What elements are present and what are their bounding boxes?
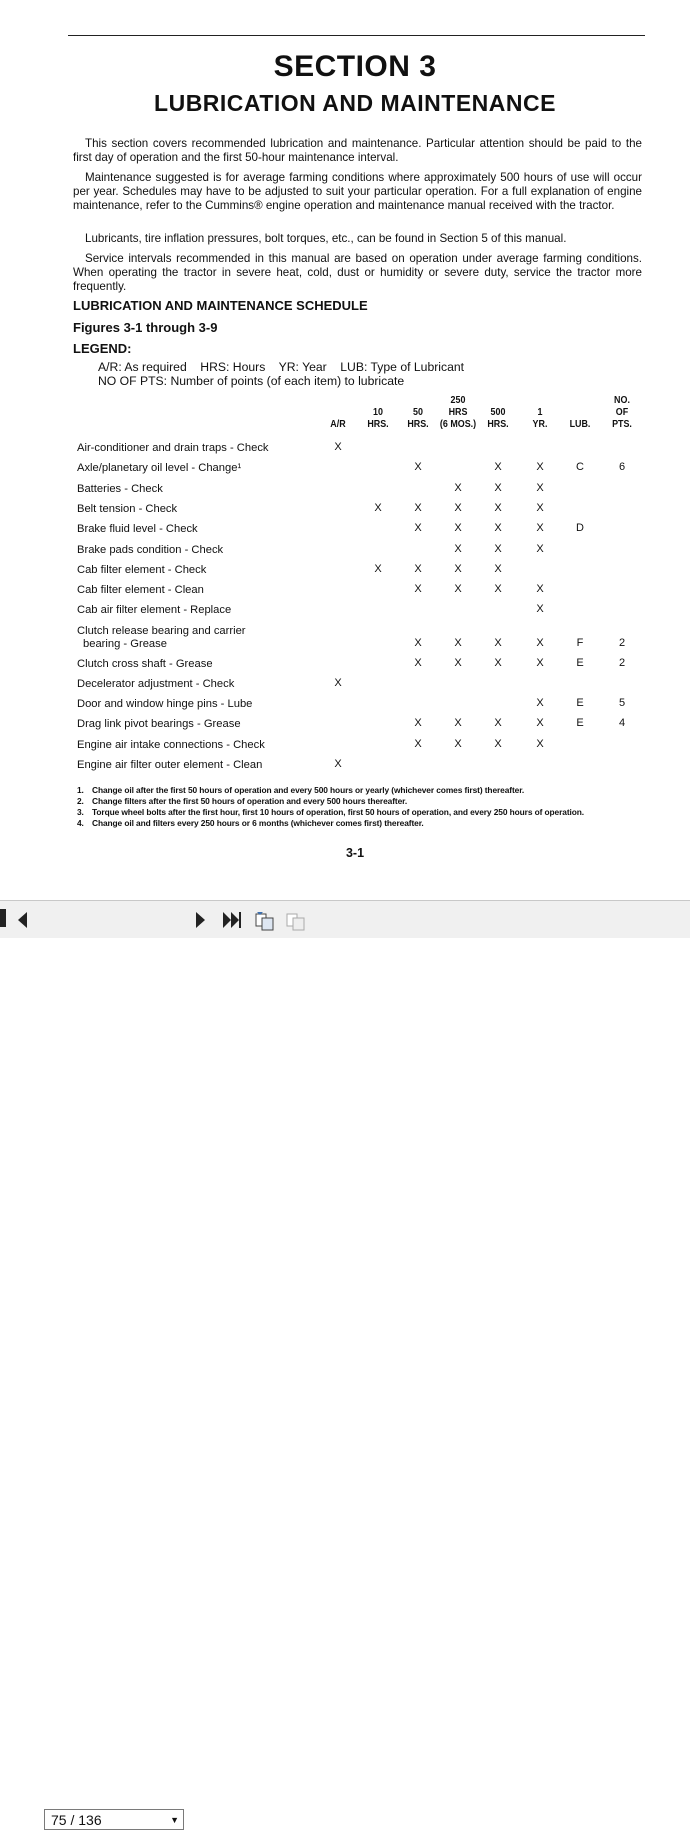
table-row — [0, 482, 690, 500]
row-label: Brake pads condition - Check — [77, 544, 224, 556]
table-cell: X — [414, 502, 422, 514]
column-header-line: PTS. — [612, 418, 632, 430]
column-header-line: OF — [615, 406, 629, 418]
table-cell: X — [494, 482, 502, 494]
column-header-line: 1 — [537, 406, 543, 418]
maintenance-paragraph: Maintenance suggested is for average farming conditions where approximately 500 hours of use will occur per year. Schedules may have to be adjusted to suit your particular operation. For a full explanation of engine maintenance, refer to the Cummins® engine operation and maintenance manual received with the tractor. — [73, 171, 642, 212]
footnote-number: 3. — [77, 807, 84, 817]
row-label: Cab air filter element - Replace — [77, 604, 232, 616]
row-label: Cab filter element - Check — [77, 564, 207, 576]
table-cell: X — [494, 461, 502, 473]
table-row — [0, 603, 690, 621]
service-paragraph: Service intervals recommended in this manual are based on operation under average farming conditions. When operating the tractor in severe heat, cold, dust or humidity or severe duty, service the tractor more frequently. — [73, 252, 642, 293]
lubricants-paragraph: Lubricants, tire inflation pressures, bolt torques, etc., can be found in Section 5 of this manual. — [85, 232, 567, 245]
column-header-line: 250 — [450, 394, 466, 406]
table-cell: E — [576, 697, 584, 709]
table-row — [0, 624, 690, 650]
row-label: Clutch cross shaft - Grease — [77, 658, 213, 670]
table-row — [0, 441, 690, 459]
footnote — [77, 796, 407, 806]
table-row — [0, 543, 690, 561]
dropdown-arrow-icon[interactable]: ▼ — [170, 1815, 179, 1825]
table-cell: X — [454, 522, 462, 534]
row-label: Engine air filter outer element - Clean — [77, 759, 263, 771]
footnote-text: Torque wheel bolts after the first hour, first 10 hours of operation, first 50 hours of operation, and every 250 hours of operation. — [92, 807, 585, 817]
fit-width-icon[interactable] — [285, 910, 307, 930]
table-cell: X — [494, 637, 502, 649]
table-cell: X — [536, 637, 544, 649]
table-row — [0, 522, 690, 540]
table-cell: C — [576, 461, 584, 473]
table-cell: X — [414, 522, 422, 534]
table-cell: X — [536, 603, 544, 615]
table-row — [0, 758, 690, 776]
row-label: Axle/planetary oil level - Change¹ — [77, 462, 242, 474]
table-cell: 2 — [618, 657, 626, 669]
table-cell: X — [414, 738, 422, 750]
column-header-line: (6 MOS.) — [439, 418, 477, 430]
page-display: 75 / 136 — [51, 1812, 102, 1828]
table-cell: X — [374, 563, 382, 575]
table-cell: X — [494, 657, 502, 669]
last-page-icon[interactable] — [222, 910, 242, 930]
table-cell: X — [414, 637, 422, 649]
row-label: Brake fluid level - Check — [77, 523, 198, 535]
table-cell: X — [454, 543, 462, 555]
table-row — [0, 738, 690, 756]
row-label: Batteries - Check — [77, 483, 163, 495]
footnote — [77, 818, 424, 828]
intro-paragraph: This section covers recommended lubrication and maintenance. Particular attention should be paid to the first day of operation and the first 50-hour maintenance interval. — [73, 137, 642, 164]
table-cell: X — [414, 563, 422, 575]
footnote-number: 2. — [77, 796, 84, 806]
footnote — [77, 785, 524, 795]
column-header-line: NO. — [614, 394, 630, 406]
table-cell: X — [536, 543, 544, 555]
table-cell: 5 — [618, 697, 626, 709]
column-header-line: 50 — [413, 406, 423, 418]
column-header-line: YR. — [532, 418, 548, 430]
row-label: Drag link pivot bearings - Grease — [77, 718, 241, 730]
table-cell: X — [334, 441, 342, 453]
table-cell: X — [536, 482, 544, 494]
table-cell: E — [576, 717, 584, 729]
table-cell: X — [536, 522, 544, 534]
table-cell: X — [494, 543, 502, 555]
table-cell: 6 — [618, 461, 626, 473]
table-cell: X — [454, 637, 462, 649]
table-cell: X — [334, 677, 342, 689]
column-header-line: HRS. — [407, 418, 429, 430]
previous-page-icon[interactable] — [16, 910, 28, 930]
table-cell: X — [536, 583, 544, 595]
footnote-text: Change oil and filters every 250 hours or 6 months (whichever comes first) thereafter. — [92, 818, 424, 828]
table-cell: X — [494, 563, 502, 575]
table-cell: X — [414, 461, 422, 473]
top-rule — [68, 35, 645, 36]
figures-reference: Figures 3-1 through 3-9 — [73, 320, 218, 335]
footnote-text: Change filters after the first 50 hours of operation and every 500 hours thereafter. — [92, 796, 408, 806]
table-cell: X — [536, 717, 544, 729]
table-cell: 4 — [618, 717, 626, 729]
row-label: Cab filter element - Clean — [77, 584, 204, 596]
schedule-heading: LUBRICATION AND MAINTENANCE SCHEDULE — [73, 298, 368, 313]
footnote-number: 1. — [77, 785, 84, 795]
column-header-line: HRS — [448, 406, 468, 418]
table-cell: X — [494, 738, 502, 750]
row-label: Door and window hinge pins - Lube — [77, 698, 253, 710]
table-cell: X — [494, 502, 502, 514]
table-row — [0, 502, 690, 520]
table-cell: X — [454, 502, 462, 514]
table-cell: X — [454, 657, 462, 669]
column-header-line: A/R — [330, 418, 346, 430]
row-label: Air-conditioner and drain traps - Check — [77, 442, 269, 454]
column-header-line: LUB. — [569, 418, 591, 430]
table-cell: X — [536, 738, 544, 750]
column-header-line: HRS. — [487, 418, 509, 430]
column-header-line: HRS. — [367, 418, 389, 430]
table-cell: X — [374, 502, 382, 514]
table-cell: X — [334, 758, 342, 770]
page-selector[interactable] — [44, 1809, 184, 1830]
table-cell: X — [454, 482, 462, 494]
table-cell: X — [454, 563, 462, 575]
next-page-icon[interactable] — [195, 910, 207, 930]
viewer-toolbar — [0, 900, 690, 1828]
table-cell: E — [576, 657, 584, 669]
row-label: Decelerator adjustment - Check — [77, 678, 235, 690]
table-row — [0, 461, 690, 479]
table-cell: X — [414, 583, 422, 595]
row-label: Engine air intake connections - Check — [77, 739, 265, 751]
table-cell: X — [454, 583, 462, 595]
table-cell: X — [494, 522, 502, 534]
row-label: Clutch release bearing and carrier — [77, 625, 246, 637]
table-cell: X — [536, 502, 544, 514]
table-cell: X — [536, 697, 544, 709]
footnote — [77, 807, 584, 817]
table-row — [0, 657, 690, 675]
legend-heading: LEGEND: — [73, 341, 132, 356]
table-cell: X — [536, 657, 544, 669]
fit-page-icon[interactable] — [254, 910, 276, 930]
table-cell: X — [414, 657, 422, 669]
table-cell: X — [454, 717, 462, 729]
table-cell: X — [494, 583, 502, 595]
footnote-text: Change oil after the first 50 hours of operation and every 500 hours or yearly (whichever comes first) thereafter. — [92, 785, 525, 795]
table-cell: 2 — [618, 637, 626, 649]
first-page-bar[interactable] — [0, 909, 6, 927]
row-label-continued: bearing - Grease — [83, 638, 167, 650]
table-cell: X — [494, 717, 502, 729]
section-title: LUBRICATION AND MAINTENANCE — [154, 90, 556, 116]
table-cell: X — [536, 461, 544, 473]
section-heading: SECTION 3 — [273, 50, 437, 83]
table-row — [0, 717, 690, 735]
table-cell: F — [576, 637, 584, 649]
legend-line-2: NO OF PTS: Number of points (of each item) to lubricate — [98, 374, 405, 388]
table-row — [0, 563, 690, 581]
footnote-number: 4. — [77, 818, 84, 828]
table-cell: X — [414, 717, 422, 729]
legend-line-1: A/R: As required HRS: Hours YR: Year LUB: Type of Lubricant — [98, 360, 465, 374]
column-header-line: 10 — [373, 406, 383, 418]
table-cell: D — [576, 522, 584, 534]
table-row — [0, 677, 690, 695]
table-row — [0, 583, 690, 601]
page-number: 3-1 — [345, 846, 365, 860]
row-label: Belt tension - Check — [77, 503, 178, 515]
document-page — [0, 0, 690, 900]
table-cell: X — [454, 738, 462, 750]
table-row — [0, 697, 690, 715]
column-header-line: 500 — [490, 406, 506, 418]
